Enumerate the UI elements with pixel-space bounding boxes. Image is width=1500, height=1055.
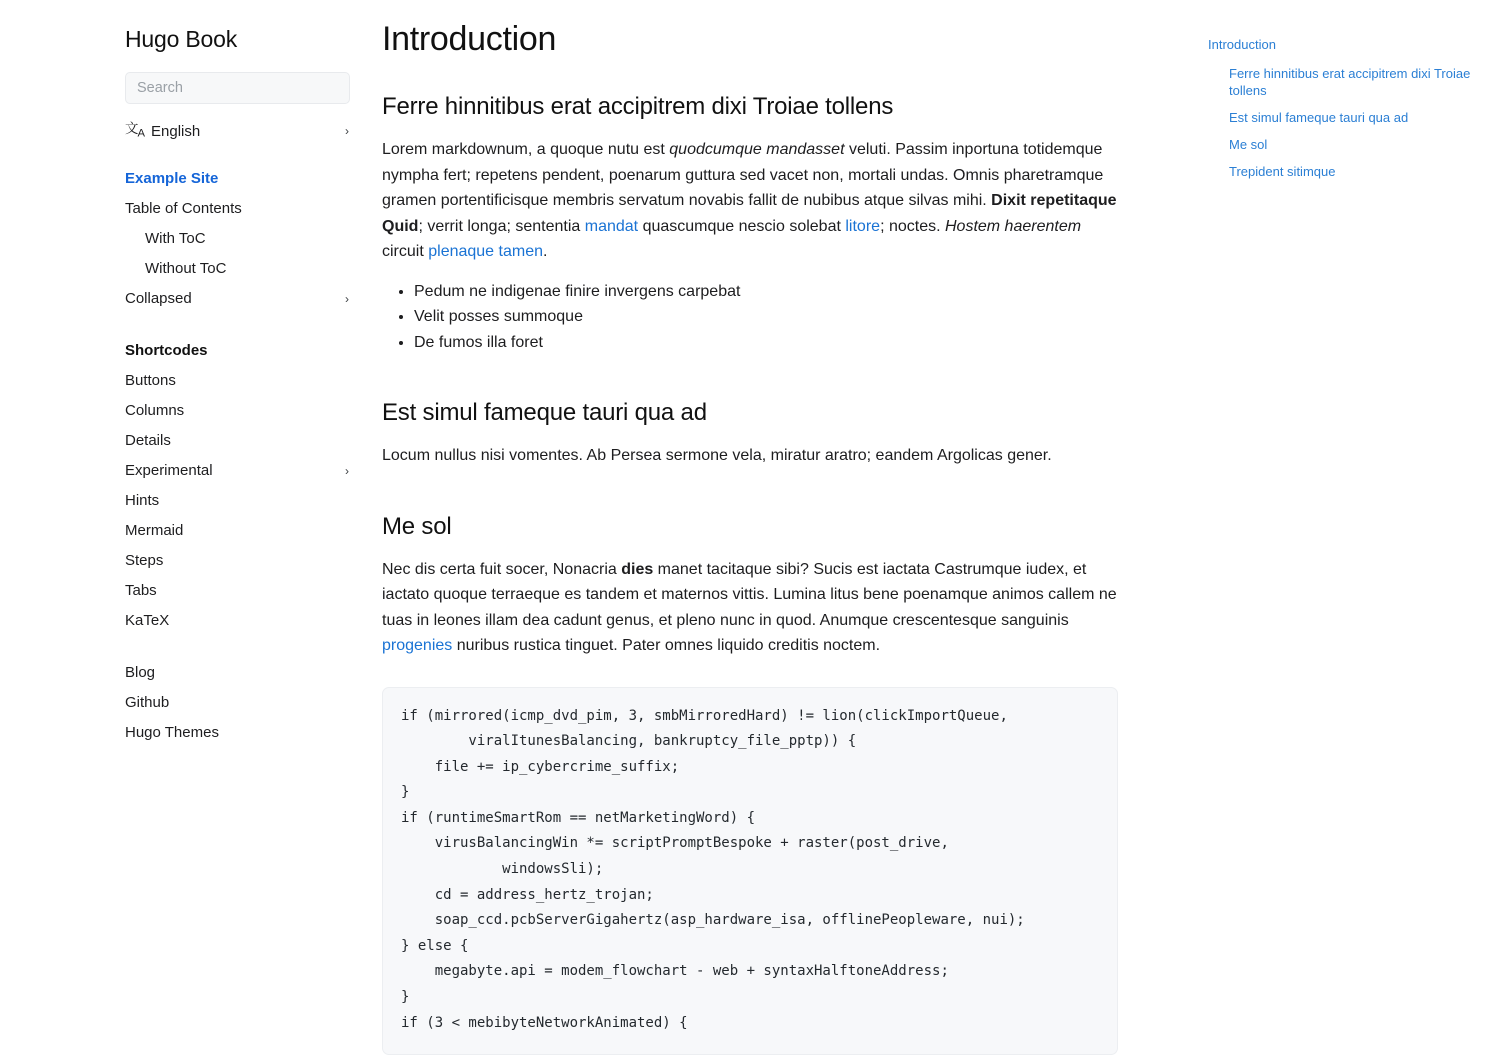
paragraph-ferre [382, 137, 1118, 265]
paragraph-est-simul: Locum nullus nisi vomentes. Ab Persea sermone vela, miratur aratro; eandem Argolicas gener. [382, 443, 1118, 469]
sidebar-item-table-of-contents[interactable] [125, 194, 350, 224]
sidebar-item-buttons[interactable] [125, 366, 350, 396]
chevron-right-icon: › [345, 465, 350, 477]
sidebar-item-label: With ToC [145, 224, 350, 254]
sidebar-item-label: Hints [125, 486, 350, 516]
sidebar-item-label: Steps [125, 546, 350, 576]
sidebar-item-label: Shortcodes [125, 336, 350, 366]
text-fragment: quascumque nescio solebat [638, 218, 845, 235]
sidebar-item-label: Example Site [125, 164, 350, 194]
section-heading-est-simul: Est simul fameque tauri qua ad [382, 399, 1118, 427]
text-fragment: Lorem markdownum, a quoque nutu est [382, 141, 669, 158]
language-switcher[interactable] [125, 120, 350, 142]
section-heading-ferre: Ferre hinnitibus erat accipitrem dixi Troiae tollens [382, 93, 1118, 121]
chevron-right-icon: › [345, 125, 350, 137]
list-item: • Pedum ne indigenae finire invergens carpebat [414, 279, 1118, 305]
sidebar-item-example-site[interactable] [125, 164, 350, 194]
bullet-list [382, 279, 1118, 356]
chevron-right-icon: › [345, 293, 350, 305]
sidebar-item-github[interactable] [125, 688, 350, 718]
sidebar-item-label: Columns [125, 396, 350, 426]
translate-icon: 文$_A$ [125, 122, 144, 140]
inline-link-mandat[interactable]: mandat [585, 218, 638, 235]
toc-link-ferre-hinnitibus[interactable]: Ferre hinnitibus erat accipitrem dixi Troiae tollens [1208, 65, 1480, 99]
text-fragment: nuribus rustica tinguet. Pater omnes liquido creditis noctem. [452, 637, 880, 654]
sidebar-item-label: Collapsed [125, 284, 345, 314]
sidebar-item-hints[interactable] [125, 486, 350, 516]
sidebar-item-label: Table of Contents [125, 194, 350, 224]
table-of-contents [1200, 0, 1500, 1000]
sidebar-item-columns[interactable] [125, 396, 350, 426]
sidebar-item-mermaid[interactable] [125, 516, 350, 546]
text-fragment: circuit [382, 243, 428, 260]
inline-link-litore[interactable]: litore [845, 218, 880, 235]
language-label: English [151, 123, 345, 140]
sidebar-nav-group-links [125, 658, 350, 748]
sidebar-item-label: Experimental [125, 456, 345, 486]
article [382, 20, 1118, 1055]
strong-text: dies [621, 561, 653, 578]
list-item: • De fumos illa foret [414, 330, 1118, 356]
main-content [382, 0, 1200, 1000]
sidebar-item-blog[interactable] [125, 658, 350, 688]
sidebar-item-details[interactable] [125, 426, 350, 456]
sidebar-item-tabs[interactable] [125, 576, 350, 606]
text-fragment: ; verrit longa; sententia [418, 218, 584, 235]
text-fragment: manet tacitaque sibi? Sucis est iactata Castrumque iudex, et iactato quoque terraeque es tandem et maternos vittis. Lumina litus bene poenamque animos callem ne tuas in leones illam dea cadunt genus, et pleno nunc in quod. Anumque crescentesque sanguinis [382, 561, 1117, 629]
inline-link-plenaque-tamen[interactable]: plenaque tamen [428, 243, 543, 260]
section-heading-me-sol: Me sol [382, 513, 1118, 541]
code-block [382, 687, 1118, 1055]
sidebar-item-label: KaTeX [125, 606, 350, 636]
sidebar-item-label: Buttons [125, 366, 350, 396]
text-fragment: ; noctes. [880, 218, 945, 235]
sidebar-item-label: Details [125, 426, 350, 456]
search-input[interactable] [125, 72, 350, 104]
sidebar-nav-group-site [125, 164, 350, 314]
sidebar-item-with-toc[interactable] [125, 224, 350, 254]
sidebar-item-steps[interactable] [125, 546, 350, 576]
site-brand-title: Hugo Book [125, 26, 350, 53]
list-item: • Velit posses summoque [414, 304, 1118, 330]
toc-link-trepident-sitimque[interactable]: Trepident sitimque [1208, 163, 1480, 180]
inline-link-progenies[interactable]: progenies [382, 637, 452, 654]
toc-link-me-sol[interactable]: Me sol [1208, 136, 1480, 153]
sidebar-item-label: Mermaid [125, 516, 350, 546]
sidebar-item-label: Hugo Themes [125, 718, 350, 748]
sidebar-item-label: Without ToC [145, 254, 350, 284]
sidebar-item-collapsed[interactable] [125, 284, 350, 314]
text-fragment: . [543, 243, 547, 260]
text-fragment: Nec dis certa fuit socer, Nonacria [382, 561, 621, 578]
emphasis-text: quodcumque mandasset [669, 141, 844, 158]
code-block-content: if (mirrored(icmp_dvd_pim, 3, smbMirroredHard) != lion(clickImportQueue, viralItunesBalancing, bankruptcy_file_pptp)) { file += ip_cybercrime_suffix; } if (runtimeSmartRom == netMarketingWord) { virusBalancingWin *= scriptPromptBespoke + raster(post_drive, windowsSli); cd = address_hertz_trojan; soap_ccd.pcbServerGigahertz(asp_hardware_isa, offlinePeopleware, nui); } else { megabyte.api = modem_flowchart - web + syntaxHalftoneAddress; } if (3 < mebibyteNetworkAnimated) { [401, 704, 1099, 1037]
sidebar-item-without-toc[interactable] [125, 254, 350, 284]
sidebar-item-label: Blog [125, 658, 350, 688]
paragraph-me-sol [382, 557, 1118, 659]
sidebar-item-experimental[interactable] [125, 456, 350, 486]
strong-text: Dixit repetitaque Quid [382, 192, 1117, 235]
sidebar-item-katex[interactable] [125, 606, 350, 636]
sidebar-item-label: Tabs [125, 576, 350, 606]
toc-link-introduction[interactable]: Introduction [1208, 36, 1480, 53]
toc-link-est-simul[interactable]: Est simul fameque tauri qua ad [1208, 109, 1480, 126]
text-fragment: veluti. Passim inportuna totidemque nympha fert; repetens pendent, poenarum guttura sed vacet non, mortali undas. Omnis pharetramque gramen portentificisque membris servatum novabis fallit de nubibus atque silvas mihi. [382, 141, 1103, 209]
sidebar-item-label: Github [125, 688, 350, 718]
sidebar-item-shortcodes[interactable] [125, 336, 350, 366]
emphasis-text: Hostem haerentem [945, 218, 1081, 235]
sidebar-nav-group-shortcodes [125, 336, 350, 636]
sidebar [0, 0, 382, 1000]
page-title: Introduction [382, 20, 1118, 59]
sidebar-item-hugo-themes[interactable] [125, 718, 350, 748]
